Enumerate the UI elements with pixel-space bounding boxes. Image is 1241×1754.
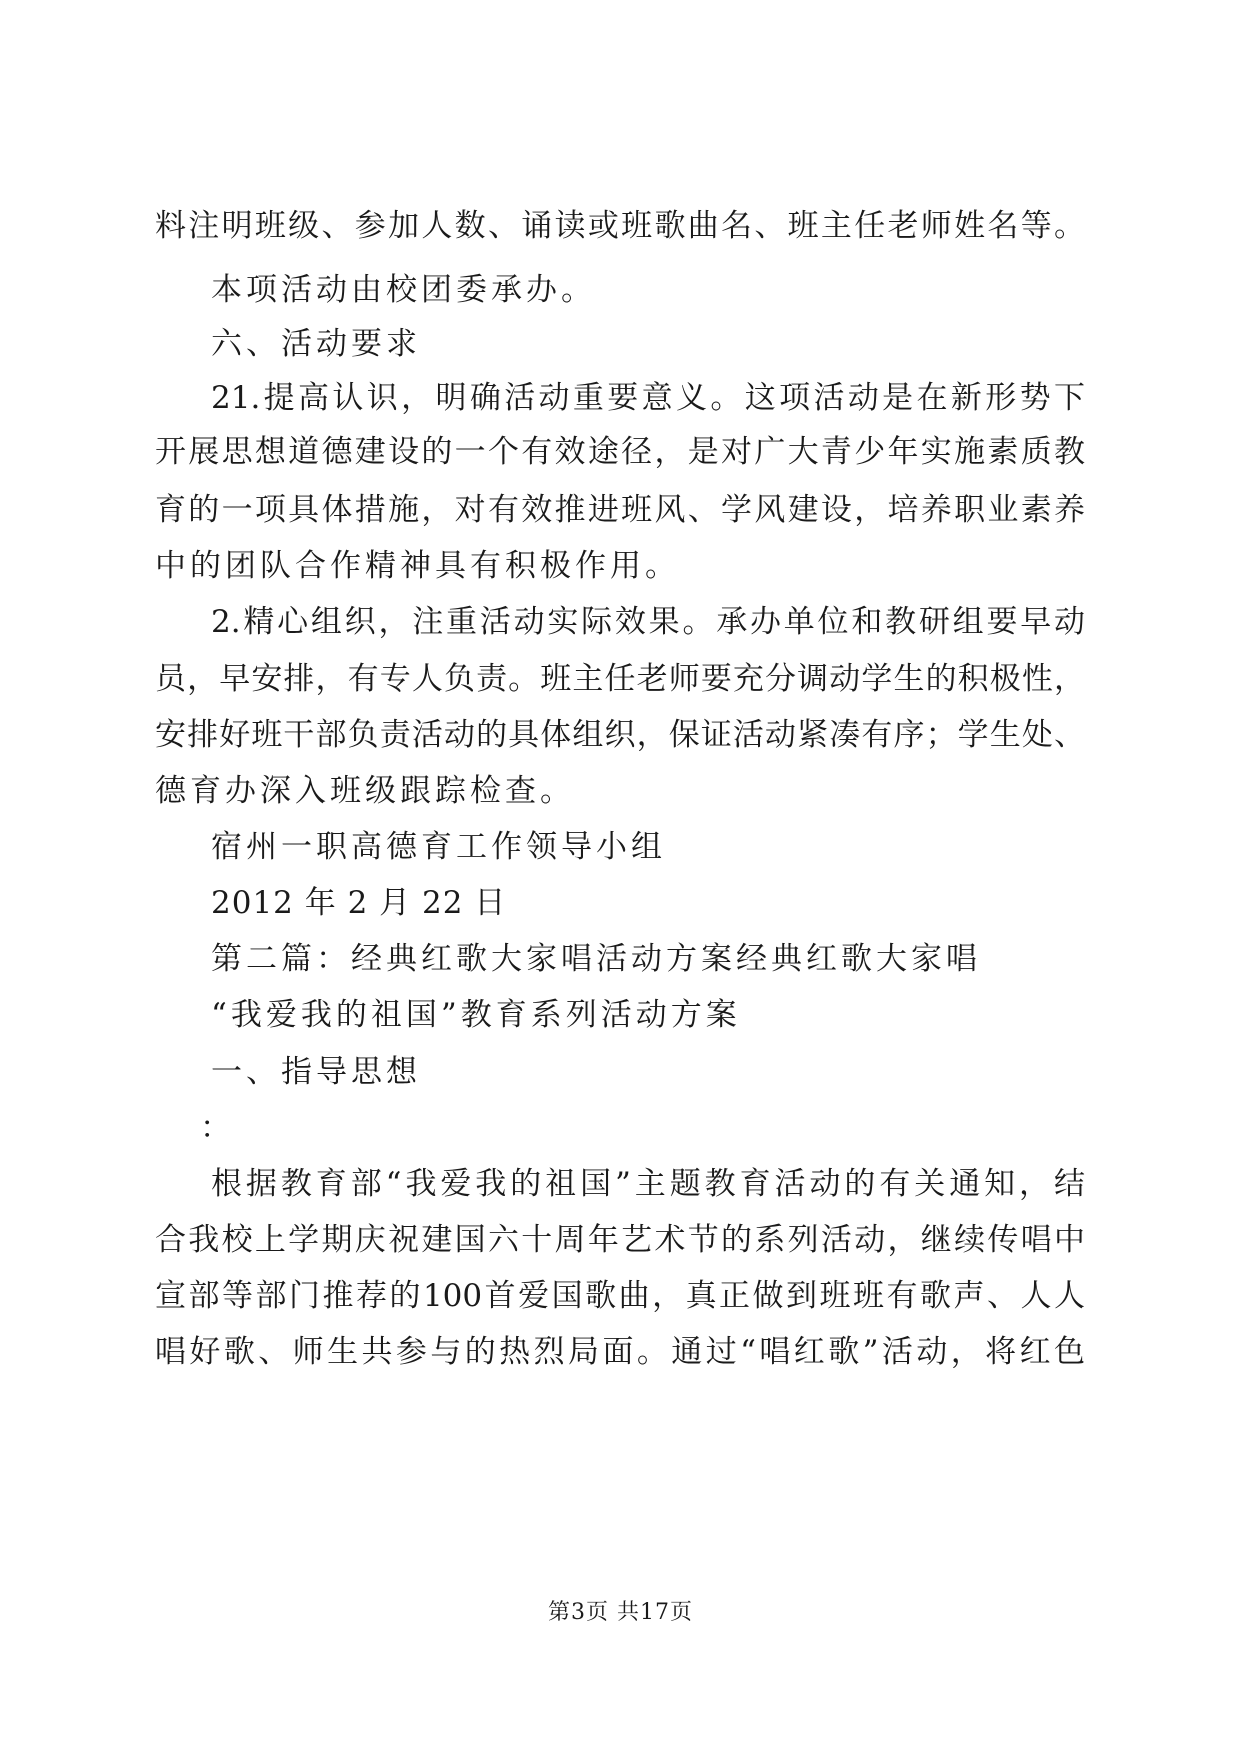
text-line-10: 安排好班干部负责活动的具体组织，保证活动紧凑有序；学生处、 [155,717,1085,753]
signature-date: 2012 年 2 月 22 日 [211,885,507,921]
text-line-4: 21.提高认识，明确活动重要意义。这项活动是在新形势下 [211,380,1085,416]
text-line-9: 员，早安排，有专人负责。班主任老师要充分调动学生的积极性， [155,661,1085,697]
text-line-5: 开展思想道德建设的一个有效途径，是对广大青少年实施素质教 [155,434,1085,470]
signature-organization: 宿州一职高德育工作领导小组 [211,829,666,865]
section-heading-requirements: 六、活动要求 [211,326,421,362]
chapter-heading: 第二篇：经典红歌大家唱活动方案经典红歌大家唱 [211,941,981,977]
text-line-1: 料注明班级、参加人数、诵读或班歌曲名、班主任老师姓名等。 [155,208,1085,244]
text-line-21: 唱好歌、师生共参与的热烈局面。通过“唱红歌”活动，将红色 [155,1334,1085,1370]
page-footer: 第3页 共17页 [548,1600,693,1625]
section-heading-guiding-ideology: 一、指导思想 [211,1054,421,1090]
text-line-19: 合我校上学期庆祝建国六十周年艺术节的系列活动，继续传唱中 [155,1222,1085,1258]
text-line-colon: ： [200,1110,235,1146]
text-line-6: 育的一项具体措施，对有效推进班风、学风建设，培养职业素养 [155,492,1085,528]
text-line-20: 宣部等部门推荐的100首爱国歌曲，真正做到班班有歌声、人人 [155,1278,1085,1314]
text-line-2: 本项活动由校团委承办。 [211,272,596,308]
text-line-8: 2.精心组织，注重活动实际效果。承办单位和教研组要早动 [211,604,1085,640]
text-line-11: 德育办深入班级跟踪检查。 [155,773,575,809]
text-line-7: 中的团队合作精神具有积极作用。 [155,548,680,584]
text-line-18: 根据教育部“我爱我的祖国”主题教育活动的有关通知，结 [211,1166,1085,1202]
chapter-subtitle: “我爱我的祖国”教育系列活动方案 [211,997,741,1033]
